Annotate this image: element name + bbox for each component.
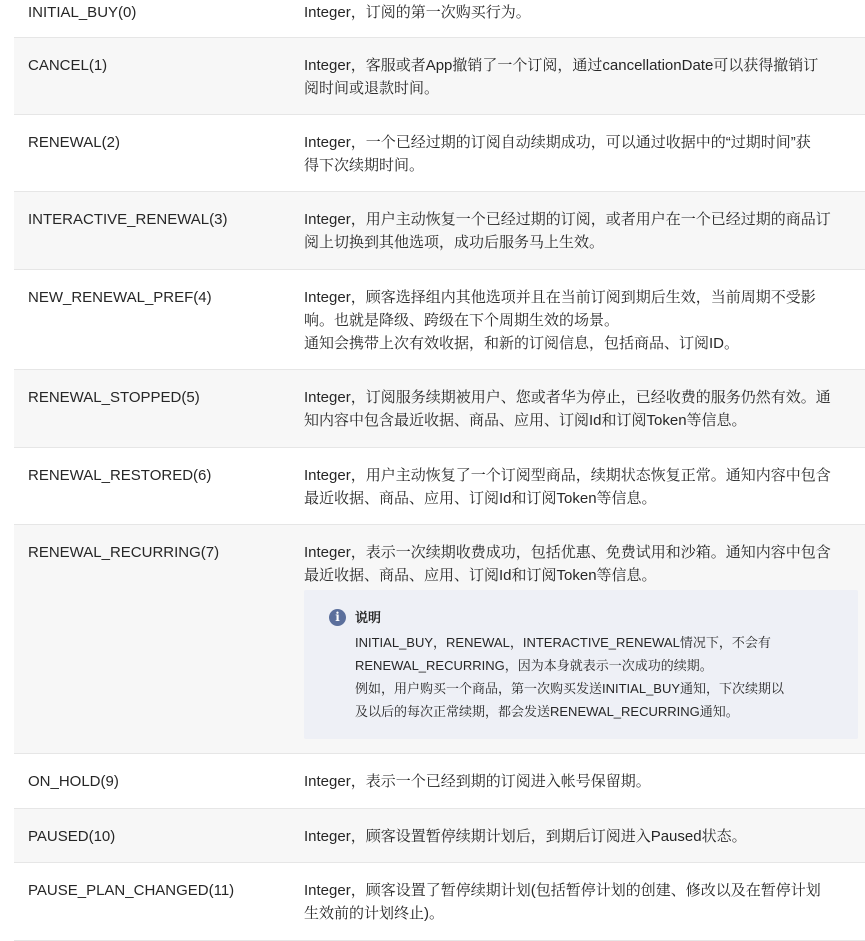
table-row: [14, 448, 865, 525]
type-description: Integer，表示一次续期收费成功，包括优惠、免费试用和沙箱。通知内容中包含 最近收据、商品、应用、订阅Id和订阅Token等信息。: [304, 544, 831, 584]
type-description: Integer，顾客设置暂停续期计划后，到期后订阅进入Paused状态。: [304, 828, 747, 845]
type-name: NEW_RENEWAL_PREF(4): [28, 289, 212, 306]
type-name: RENEWAL_RECURRING(7): [28, 544, 220, 561]
type-description: Integer，订阅服务续期被用户、您或者华为停止，已经收费的服务仍然有效。通 知内容中包含最近收据、商品、应用、订阅Id和订阅Token等信息。: [304, 389, 831, 429]
table-row: [14, 525, 865, 754]
type-name: RENEWAL_STOPPED(5): [28, 389, 200, 406]
type-name: PAUSE_PLAN_CHANGED(11): [28, 882, 235, 899]
type-description: Integer，客服或者App撤销了一个订阅，通过cancellationDate可以获得撤销订 阅时间或退款时间。: [304, 57, 819, 97]
info-icon: i: [329, 609, 346, 626]
type-name: RENEWAL_RESTORED(6): [28, 467, 212, 484]
type-description: Integer，用户主动恢复一个已经过期的订阅，或者用户在一个已经过期的商品订 阅上切换到其他选项，成功后服务马上生效。: [304, 211, 831, 251]
table-row: [14, 0, 865, 38]
table-row: [14, 38, 865, 115]
note-callout: [304, 590, 858, 739]
table-row: [14, 270, 865, 370]
type-description: Integer，表示一个已经到期的订阅进入帐号保留期。: [304, 773, 651, 790]
type-name: ON_HOLD(9): [28, 773, 119, 790]
table-row: [14, 115, 865, 192]
type-name: PAUSED(10): [28, 828, 116, 845]
type-name: RENEWAL(2): [28, 134, 120, 151]
type-name: INITIAL_BUY(0): [28, 4, 137, 21]
type-description: Integer，用户主动恢复了一个订阅型商品，续期状态恢复正常。通知内容中包含 最近收据、商品、应用、订阅Id和订阅Token等信息。: [304, 467, 831, 507]
type-description: Integer，一个已经过期的订阅自动续期成功，可以通过收据中的“过期时间”获 得下次续期时间。: [304, 134, 811, 174]
note-title: 说明: [355, 610, 382, 625]
table-row: [14, 809, 865, 863]
table-row: [14, 754, 865, 809]
type-description: Integer，订阅的第一次购买行为。: [304, 4, 531, 21]
type-name: CANCEL(1): [28, 57, 108, 74]
table-row: [14, 192, 865, 270]
table-row: [14, 863, 865, 941]
table-row: [14, 370, 865, 448]
note-body: INITIAL_BUY，RENEWAL，INTERACTIVE_RENEWAL情况下，不会有 RENEWAL_RECURRING，因为本身就表示一次成功的续期。 例如，用户购买一个商品，第一次购买发送INITIAL_BUY通知，下次续期以 及以后的每次正常续期，都会发送RENEWAL_RECURRING通知。: [355, 635, 785, 719]
type-name: INTERACTIVE_RENEWAL(3): [28, 211, 228, 228]
type-description: Integer，顾客设置了暂停续期计划(包括暂停计划的创建、修改以及在暂停计划 生效前的计划终止)。: [304, 882, 821, 922]
type-description: Integer，顾客选择组内其他选项并且在当前订阅到期后生效，当前周期不受影 响。也就是降级、跨级在下个周期生效的场景。 通知会携带上次有效收据，和新的订阅信息，包括商品、订阅ID。: [304, 289, 816, 352]
